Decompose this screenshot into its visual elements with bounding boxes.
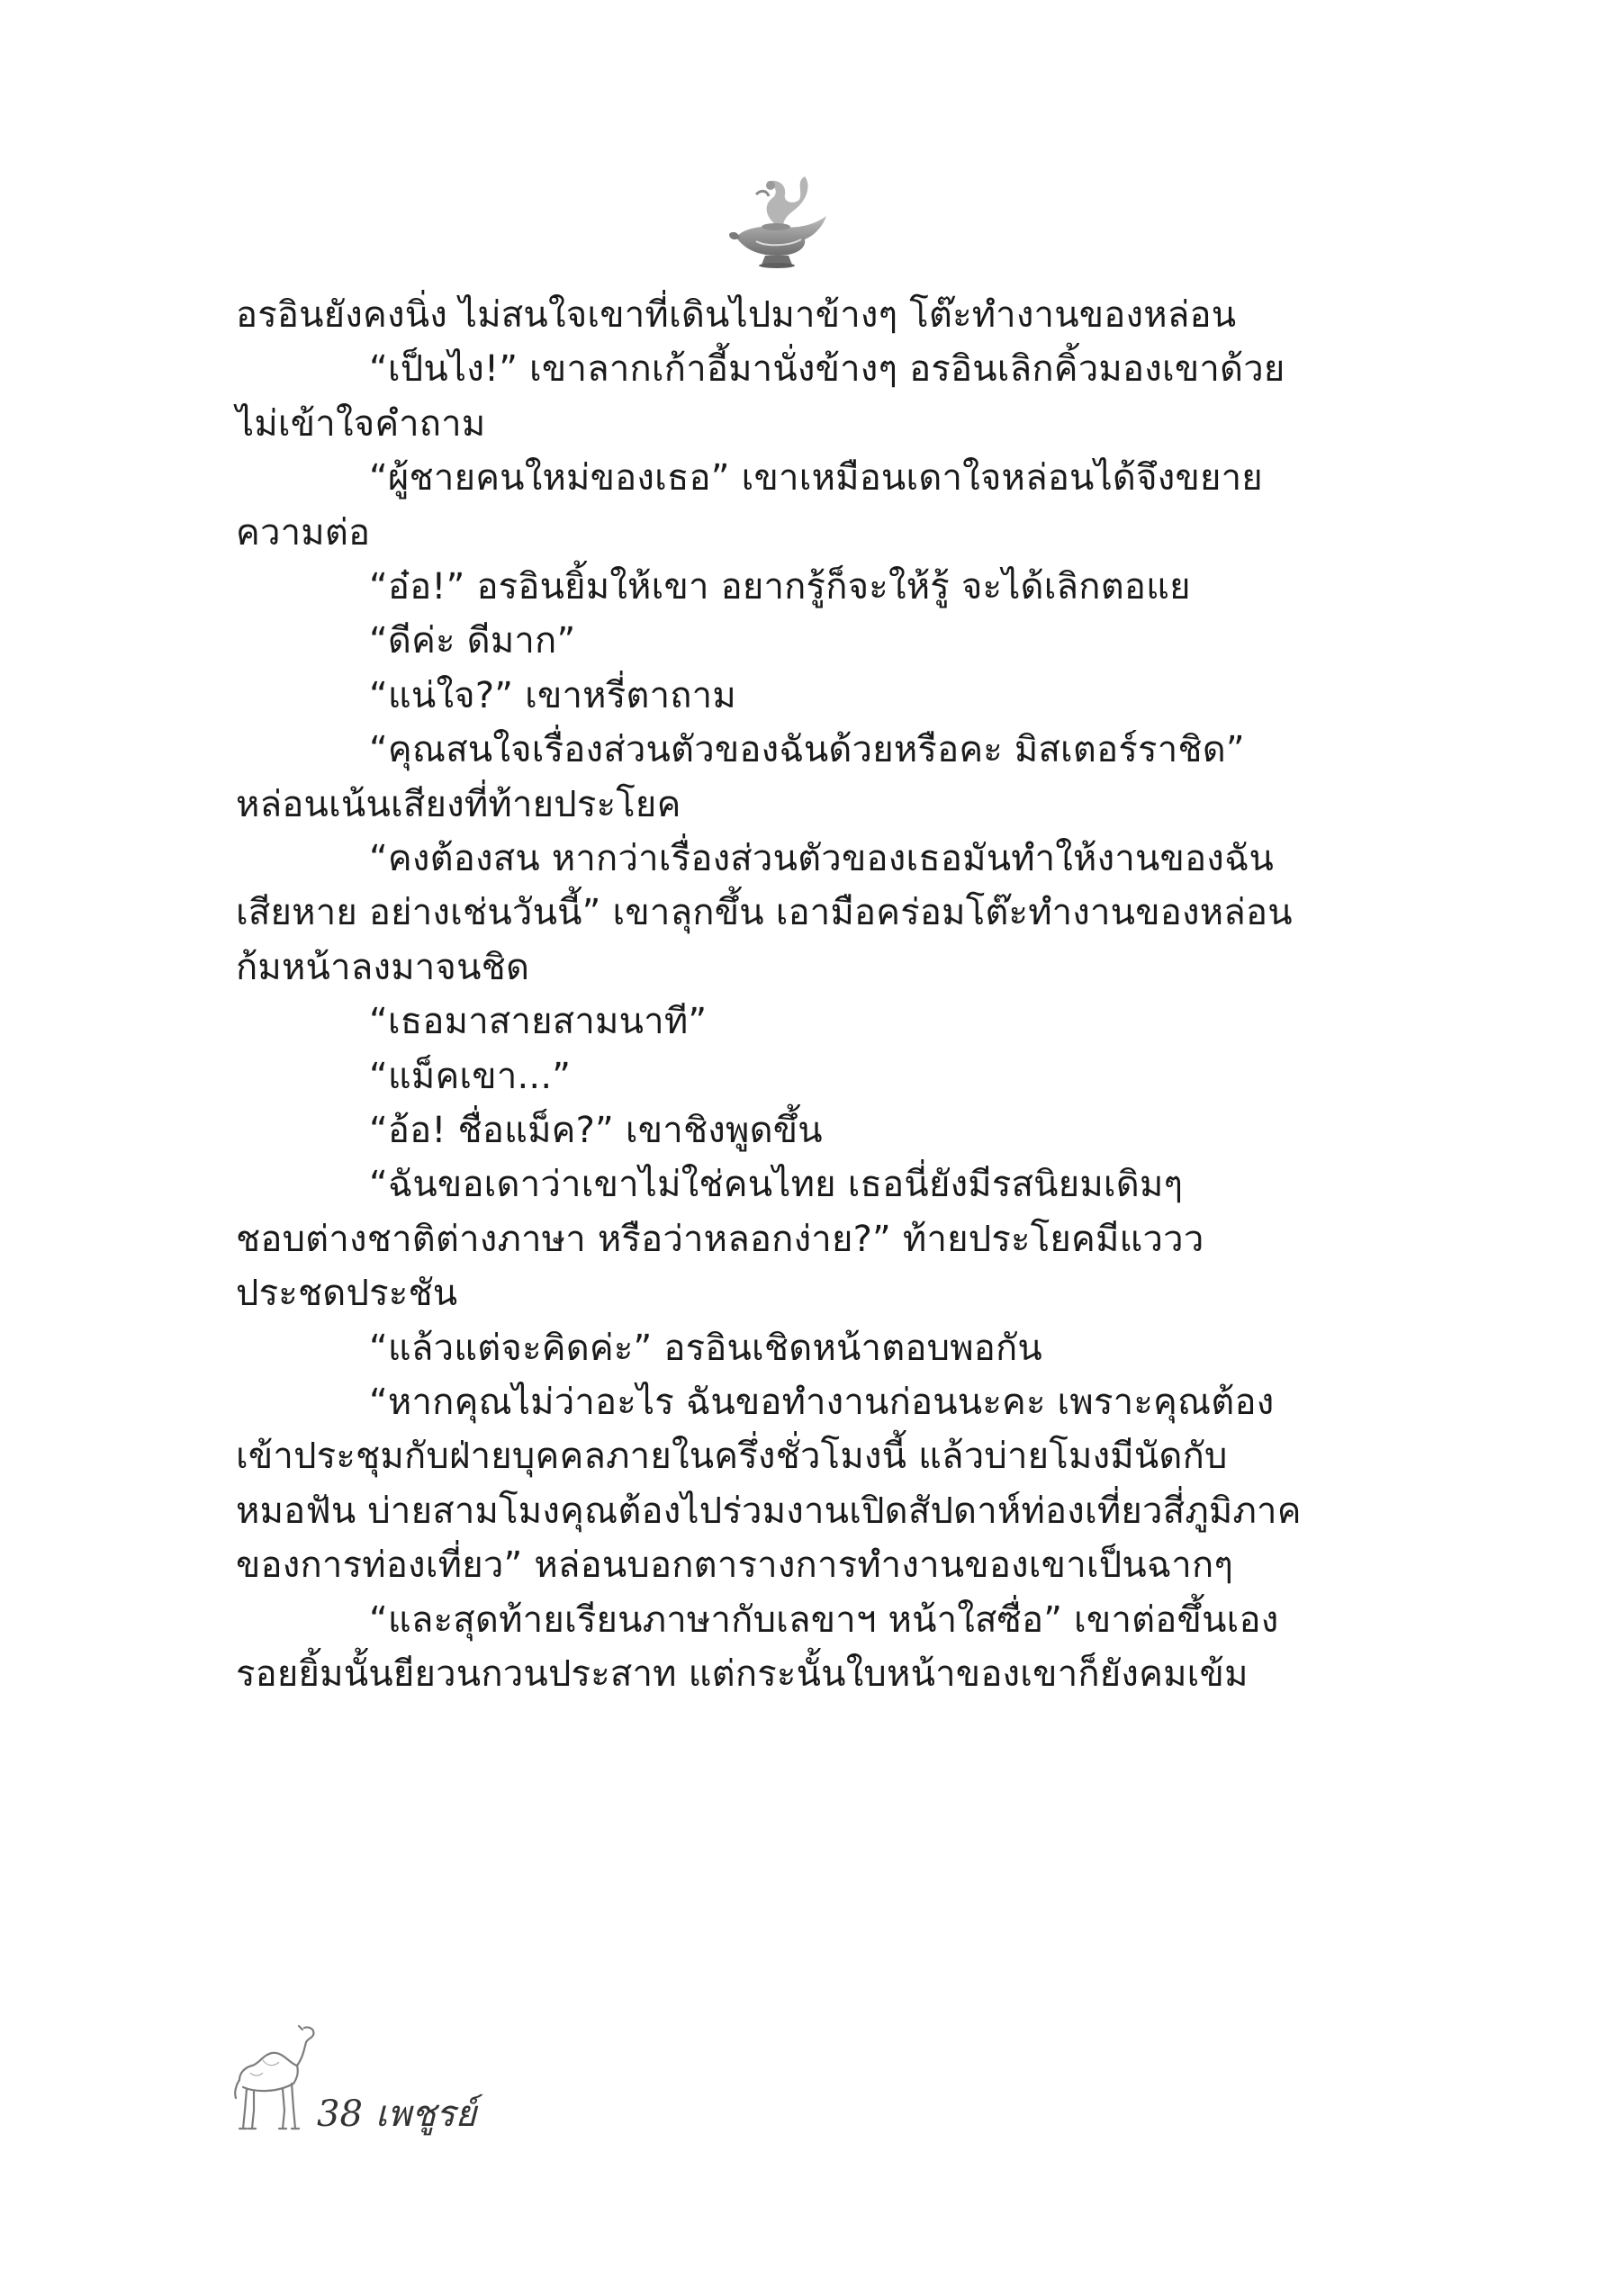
text-line: “แน่ใจ?” เขาหรี่ตาถาม [369, 674, 736, 716]
text-line: เข้าประชุมกับฝ่ายบุคคลภายในครึ่งชั่วโมงนี้ แล้วบ่ายโมงมีนัดกับ [236, 1436, 1228, 1478]
text-line: ความต่อ [236, 511, 371, 554]
text-line: “ดีค่ะ ดีมาก” [369, 620, 576, 662]
text-line: “คุณสนใจเรื่องส่วนตัวของฉันด้วยหรือคะ มิสเตอร์ราชิด” [369, 729, 1245, 771]
text-line: “อ้อ! ชื่อแม็ค?” เขาชิงพูดขึ้น [369, 1110, 823, 1151]
page-footer [317, 2092, 489, 2137]
text-line: “แม็คเขา...” [369, 1055, 572, 1097]
text-line: “เธอมาสายสามนาที” [369, 1001, 708, 1043]
text-line: “แล้วแต่จะคิดค่ะ” อรอินเชิดหน้าตอบพอกัน [369, 1327, 1042, 1369]
text-line: ไม่เข้าใจคำถาม [236, 402, 486, 445]
text-line: “เป็นไง!” เขาลากเก้าอี้มานั่งข้างๆ อรอินเลิกคิ้วมองเขาด้วย [369, 348, 1285, 391]
author-name: เพชูรย์ [374, 2093, 477, 2135]
text-line: ประชดประชัน [236, 1273, 458, 1315]
text-line: “หากคุณไม่ว่าอะไร ฉันขอทำงานก่อนนะคะ เพราะคุณต้อง [369, 1382, 1275, 1423]
text-line: หมอฟัน บ่ายสามโมงคุณต้องไปร่วมงานเปิดสัปดาห์ท่องเที่ยวสี่ภูมิภาค [236, 1490, 1302, 1532]
text-line: หล่อนเน้นเสียงที่ท้ายประโยค [236, 783, 681, 825]
text-line: รอยยิ้มนั้นยียวนกวนประสาท แต่กระนั้นใบหน้าของเขาก็ยังคมเข้ม [236, 1653, 1249, 1695]
text-line: ก้มหน้าลงมาจนชิด [236, 946, 530, 988]
text-line: ชอบต่างชาติต่างภาษา หรือว่าหลอกง่าย?” ท้ายประโยคมีแววว [236, 1218, 1204, 1260]
text-line: “ฉันขอเดาว่าเขาไม่ใช่คนไทย เธอนี่ยังมีรสนิยมเดิมๆ [369, 1164, 1184, 1206]
camel-icon [227, 2021, 326, 2133]
text-line: ของการท่องเที่ยว” หล่อนบอกตารางการทำงานของเขาเป็นฉากๆ [236, 1544, 1234, 1587]
text-line: “คงต้องสน หากว่าเรื่องส่วนตัวของเธอมันทำให้งานของฉัน [369, 838, 1275, 879]
text-line: “และสุดท้ายเรียนภาษากับเลขาฯ หน้าใสซื่อ” เขาต่อขึ้นเอง [369, 1598, 1279, 1641]
text-line: อรอินยังคงนิ่ง ไม่สนใจเขาที่เดินไปมาข้างๆ โต๊ะทำงานของหล่อน [236, 294, 1237, 336]
text-line: “ผู้ชายคนใหม่ของเธอ” เขาเหมือนเดาใจหล่อนได้จึงขยาย [369, 457, 1263, 500]
genie-lamp-icon [720, 171, 837, 270]
page-number: 38 [317, 2093, 363, 2135]
text-line: “อ๋อ!” อรอินยิ้มให้เขา อยากรู้ก็จะให้รู้ จะได้เลิกตอแย [369, 566, 1191, 608]
text-line: เสียหาย อย่างเช่นวันนี้” เขาลุกขึ้น เอามือคร่อมโต๊ะทำงานของหล่อน [236, 892, 1293, 934]
